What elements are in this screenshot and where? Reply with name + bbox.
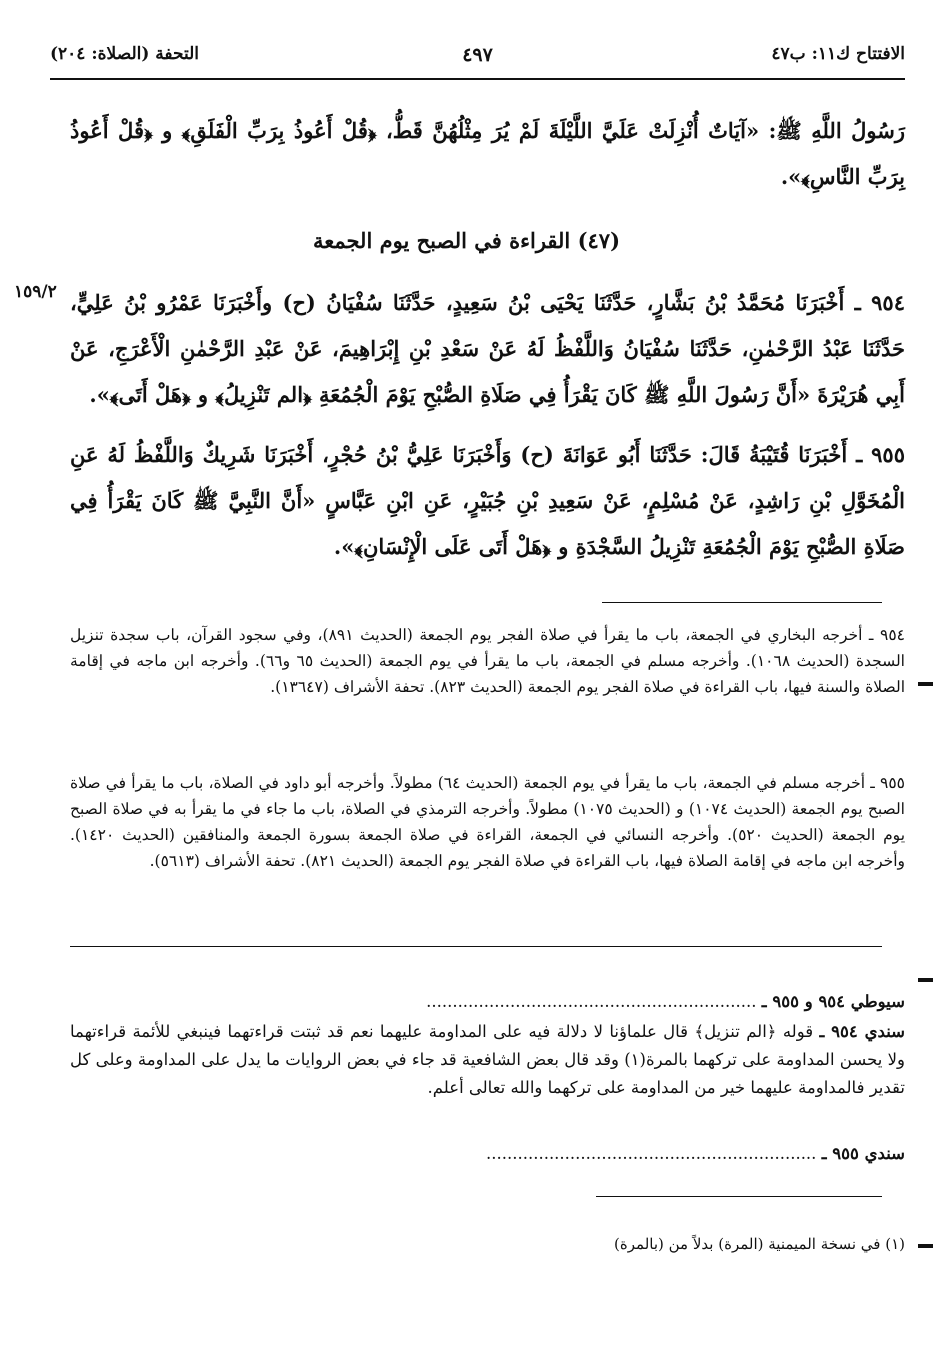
page-number: ٤٩٧ (462, 44, 493, 66)
sindi-954-text: قوله ﴿الم تنزيل﴾ قال علماؤنا لا دلالة فيه على المداومة عليهما نعم قد ثبتت قراءتهما فينبغي للأئمة قراءتهما ولا يحسن المداومة على تركهما بالمرة(١) وقد قال بعض الشافعية قد جاء في بعض الروايات ما يدل على المداومة وعلى كل تقدير فالمداومة عليهما خير من المداومة على تركهما والله تعالى أعلم. (70, 1022, 905, 1097)
takhrij-divider (602, 602, 882, 603)
sindi-955-label: سندي ٩٥٥ ـ (821, 1144, 905, 1163)
edge-mark (918, 682, 933, 686)
margin-reference: ١٥٩/٢ (14, 282, 57, 302)
sindi-954-label: سندي ٩٥٤ ـ (819, 1022, 905, 1041)
header-rule (50, 78, 905, 80)
footnote: (١) في نسخة الميمنية (المرة) بدلاً من (بالمرة) (614, 1235, 905, 1253)
chapter-title: (٤٧) القراءة في الصبح يوم الجمعة (312, 228, 621, 253)
hadith-955: ٩٥٥ ـ أَخْبَرَنَا قُتَيْبَةُ قَالَ: حَدَّثَنَا أَبُو عَوَانَةَ (ح) وَأَخْبَرَنَا عَلِيُّ بْنُ حُجْرٍ، أَخْبَرَنَا شَرِيكٌ وَاللَّفْظُ لَهُ عَنِ الْمُخَوَّلِ بْنِ رَاشِدٍ، عَنْ مُسْلِمٍ، عَنْ سَعِيدِ بْنِ جُبَيْرٍ، عَنِ ابْنِ عَبَّاسٍ «أَنَّ النَّبِيَّ ﷺ كَانَ يَقْرَأُ فِي صَلَاةِ الصُّبْحِ يَوْمَ الْجُمُعَةِ تَنْزِيلُ السَّجْدَةِ و ﴿هَلْ أَتَى عَلَى الْإِنْسَانِ﴾». (70, 442, 905, 559)
takhrij-note-955: ٩٥٥ ـ أخرجه مسلم في الجمعة، باب ما يقرأ في يوم الجمعة (الحديث ٦٤) مطولاً. وأخرجه أبو داود في الصلاة، باب ما يقرأ في صلاة الصبح يوم الجمعة (الحديث ١٠٧٤) و (الحديث ١٠٧٥) مطولاً. وأخرجه الترمذي في الصلاة، باب ما جاء في ما يقرأ به في صلاة الصبح يوم الجمعة (الحديث ٥٢٠). وأخرجه النسائي في الجمعة، القراءة في صلاة الجمعة بسورة الجمعة والمنافقين (الحديث ١٤٢٠). وأخرجه ابن ماجه في إقامة الصلاة فيها، باب القراءة في صلاة الفجر يوم الجمعة (الحديث ٨٢١). تحفة الأشراف (٥٦١٣). (70, 774, 906, 870)
leader-dots: ............................................................... (426, 992, 757, 1011)
edge-mark (918, 1244, 933, 1248)
running-header (50, 44, 905, 74)
sindi-955-heading (70, 1140, 905, 1168)
leader-dots-955: ............................................................... (486, 1144, 817, 1163)
hadith-continuation: رَسُولُ اللَّهِ ﷺ: «آيَاتٌ أُنْزِلَتْ عَلَيَّ اللَّيْلَةَ لَمْ يُرَ مِثْلُهُنَّ قَطُّ، ﴿قُلْ أَعُوذُ بِرَبِّ الْفَلَقِ﴾ و ﴿قُلْ أَعُوذُ بِرَبِّ النَّاسِ﴾». (70, 118, 905, 189)
header-chapter-ref: الافتتاح ك١١: ب٤٧ (771, 44, 905, 64)
suyuti-heading (70, 988, 905, 1016)
edge-mark (918, 978, 933, 982)
sindi-954-commentary (70, 1018, 905, 1102)
hadith-954: ٩٥٤ ـ أَخْبَرَنَا مُحَمَّدُ بْنُ بَشَّارٍ، حَدَّثَنَا يَحْيَى بْنُ سَعِيدٍ، حَدَّثَنَا سُفْيَانُ (ح) وأَخْبَرَنَا عَمْرُو بْنُ عَلِيٍّ، حَدَّثَنَا عَبْدُ الرَّحْمٰنِ، حَدَّثَنَا سُفْيَانُ وَاللَّفْظُ لَهُ عَنْ سَعْدِ بْنِ إِبْرَاهِيمَ، عَنْ عَبْدِ الرَّحْمٰنِ الْأَعْرَجِ، عَنْ أَبِي هُرَيْرَةَ «أَنَّ رَسُولَ اللَّهِ ﷺ كَانَ يَقْرَأُ فِي صَلَاةِ الصُّبْحِ يَوْمَ الْجُمُعَةِ ﴿الم تَنْزِيلُ﴾ و ﴿هَلْ أَتَى﴾». (70, 290, 905, 407)
footnote-divider (596, 1196, 882, 1197)
header-tuhfa-ref: التحفة (الصلاة: ٢٠٤) (50, 44, 200, 64)
suyuti-label: سيوطي ٩٥٤ و ٩٥٥ ـ (761, 992, 905, 1011)
takhrij-note-954: ٩٥٤ ـ أخرجه البخاري في الجمعة، باب ما يقرأ في صلاة الفجر يوم الجمعة (الحديث ٨٩١)، وفي سجود القرآن، باب سجدة تنزيل السجدة (الحديث ١٠٦٨). وأخرجه مسلم في الجمعة، باب ما يقرأ في يوم الجمعة (الحديث ٦٥ و٦٦). وأخرجه ابن ماجه في إقامة الصلاة والسنة فيها، باب القراءة في صلاة الفجر يوم الجمعة (الحديث ٨٢٣). تحفة الأشراف (١٣٦٤٧). (70, 626, 905, 696)
sharh-divider (70, 946, 882, 947)
